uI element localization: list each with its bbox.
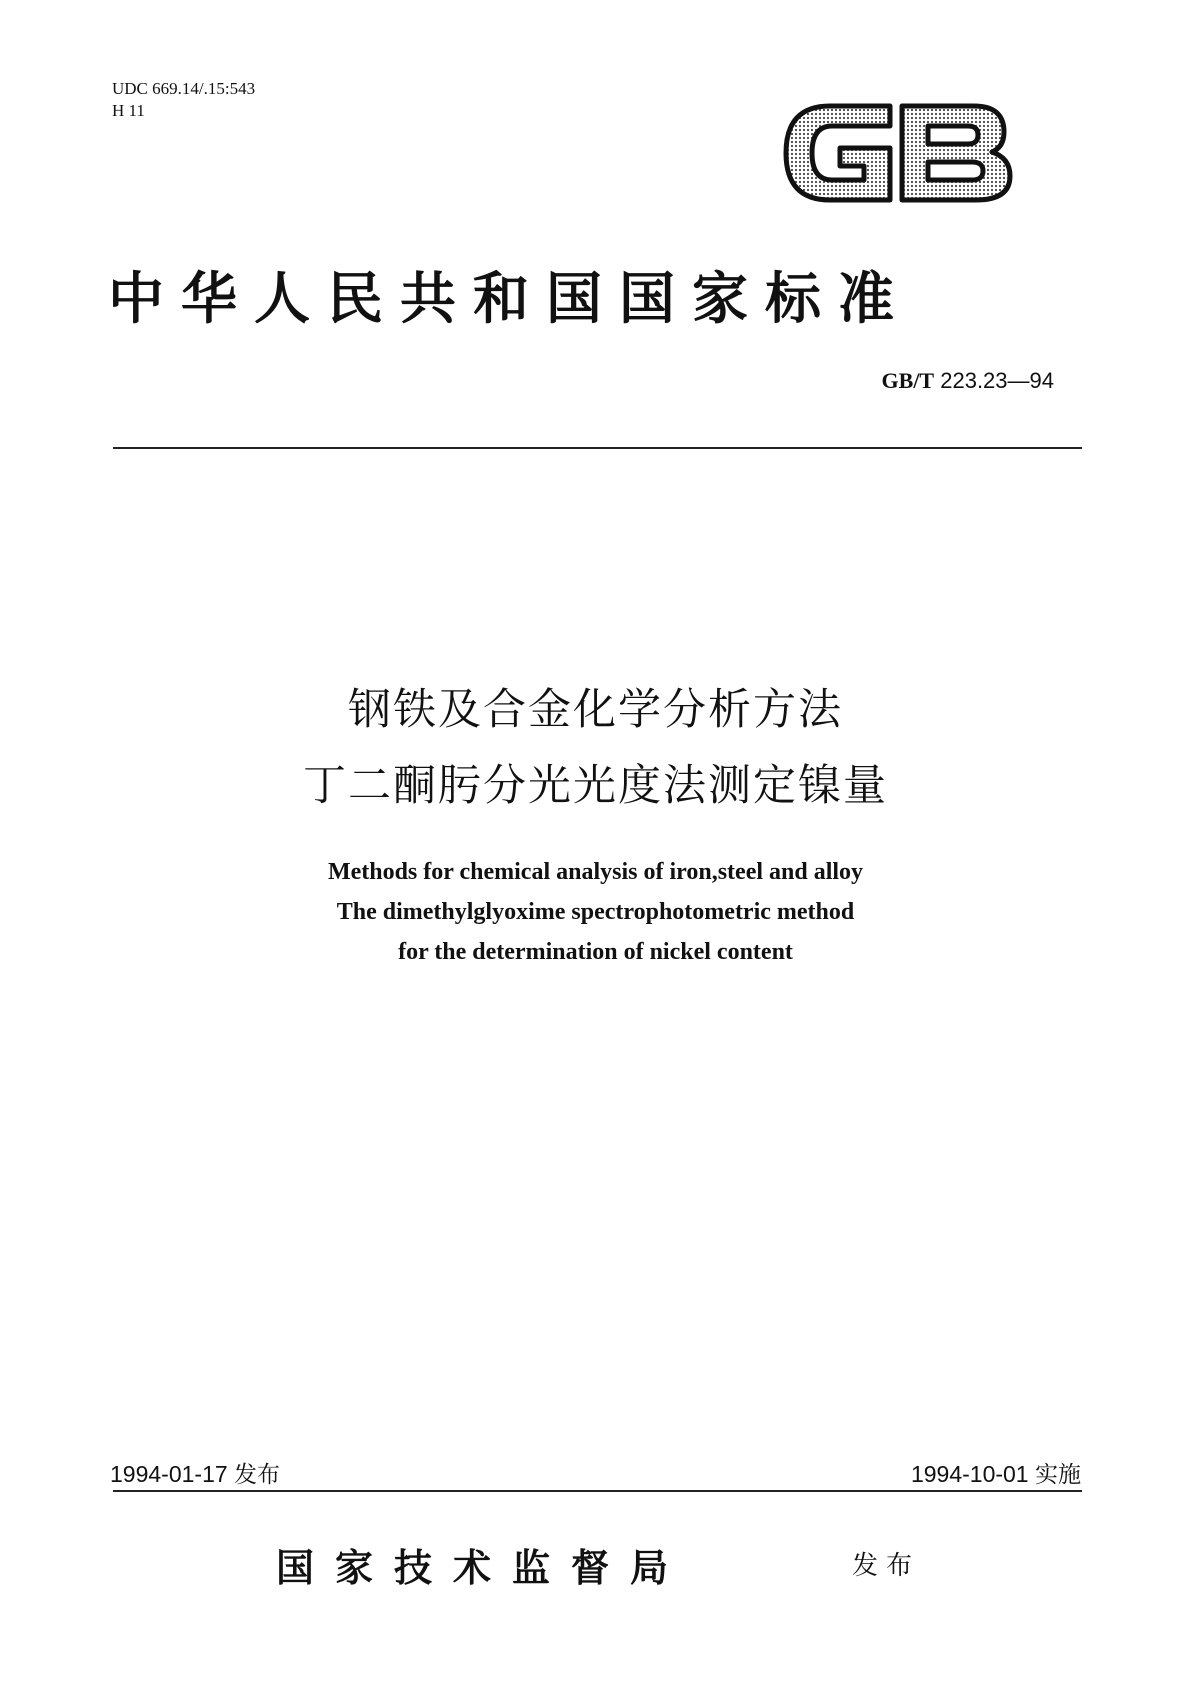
issuing-authority: 国家技术监督局 xyxy=(276,1545,690,1590)
issue-date: 1994-01-17 发布 xyxy=(110,1461,281,1487)
ccs-code: H 11 xyxy=(112,101,145,120)
standard-title: 中华人民共和国国家标准 xyxy=(108,266,911,332)
document-title-en-line2: The dimethylglyoxime spectrophotometric method xyxy=(336,899,855,925)
classification-codes xyxy=(112,78,255,122)
gb-logo-icon xyxy=(778,92,1018,214)
top-divider xyxy=(113,447,1082,449)
document-title-cn-line1: 钢铁及合金化学分析方法 xyxy=(348,685,843,735)
bottom-divider xyxy=(113,1490,1082,1492)
implementation-date: 1994-10-01 实施 xyxy=(910,1461,1081,1487)
standard-code-number: 223.23—94 xyxy=(940,368,1054,393)
document-title-cn-line2: 丁二酮肟分光光度法测定镍量 xyxy=(303,761,888,811)
standard-code xyxy=(882,368,1054,394)
document-title-en-line3: for the determination of nickel content xyxy=(398,939,793,965)
standard-code-prefix: GB/T xyxy=(881,368,935,393)
udc-code: UDC 669.14/.15:543 xyxy=(112,79,256,98)
document-title-en-line1: Methods for chemical analysis of iron,steel and alloy xyxy=(327,859,864,885)
publish-label: 发布 xyxy=(852,1551,921,1581)
document-title-en xyxy=(0,852,1191,972)
gb-logo xyxy=(778,92,1018,214)
